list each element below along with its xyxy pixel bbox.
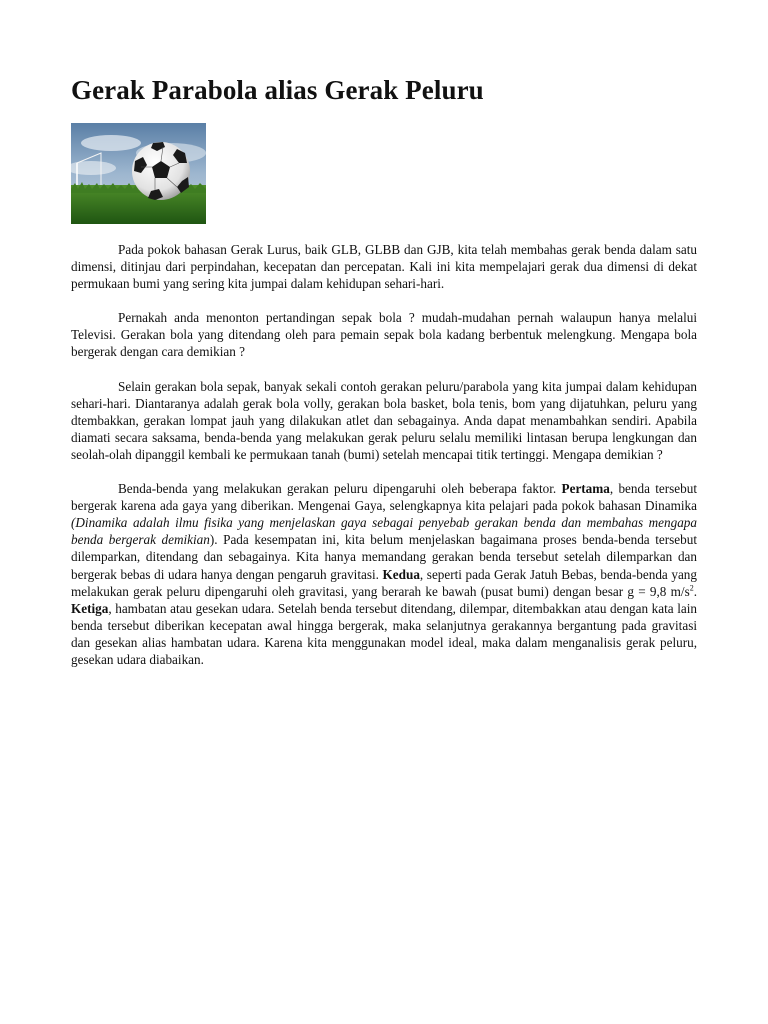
bold-term-pertama: Pertama: [561, 481, 610, 497]
soccer-ball-photo: [71, 123, 206, 224]
paragraph-2: Pernakah anda menonton pertandingan sepak bola ? mudah-mudahan pernah walaupun hanya melalui Televisi. Gerakan bola yang ditendang oleh para pemain sepak bola kadang berbentuk melengkung. Mengapa bola bergerak dengan cara demikian ?: [71, 310, 697, 360]
paragraph-4-text: Benda-benda yang melakukan gerakan peluru dipengaruhi oleh beberapa faktor.: [118, 481, 562, 497]
article-body: [71, 241, 697, 685]
superscript-2: 2: [689, 583, 694, 593]
paragraph-4-text: , benda tersebut bergerak karena ada gaya yang diberikan. Mengenai Gaya, selengkapnya kita pelajari pada pokok bahasan Dinamika: [71, 481, 697, 514]
page-title: Gerak Parabola alias Gerak Peluru: [71, 75, 484, 105]
paragraph-1: Pada pokok bahasan Gerak Lurus, baik GLB, GLBB dan GJB, kita telah membahas gerak benda dalam satu dimensi, ditinjau dari perpindahan, kecepatan dan percepatan. Kali ini kita mempelajari gerak dua dimensi di dekat permukaan bumi yang sering kita jumpai dalam kehidupan sehari-hari.: [71, 242, 697, 292]
italic-definition: (Dinamika adalah ilmu fisika yang menjelaskan gaya sebagai penyebab gerakan benda dan membahas mengapa benda bergerak demikian: [71, 515, 697, 548]
paragraph-4-text: ). Pada kesempatan ini, kita belum menjelaskan bagaimana proses benda-benda tersebut dilemparkan, ditendang dan sebagainya. Kita hanya memandang gerakan benda tersebut setelah dilemparkan dan bergerak bebas di udara hanya dengan pengaruh gravitasi.: [71, 532, 697, 582]
paragraph-4-text: , seperti pada Gerak Jatuh Bebas, benda-benda yang melakukan gerak peluru dipengaruhi oleh gravitasi, yang berarah ke bawah (pusat bumi) dengan besar g = 9,8 m/s: [71, 566, 697, 599]
paragraph-4-text: .: [693, 583, 697, 599]
bold-term-kedua: Kedua: [382, 566, 420, 582]
bold-term-ketiga: Ketiga: [71, 600, 109, 616]
paragraph-4-text: , hambatan atau gesekan udara. Setelah benda tersebut ditendang, dilempar, ditembakkan atau dengan kata lain benda tersebut diberikan kecepatan awal hingga bergerak, maka selanjutnya gerakannya bergantung pada gravitasi dan gesekan alias hambatan udara. Karena kita menggunakan model ideal, maka dalam menganalisis gerak peluru, gesekan udara diabaikan.: [71, 600, 697, 667]
paragraph-4: [71, 480, 697, 668]
paragraph-3: Selain gerakan bola sepak, banyak sekali contoh gerakan peluru/parabola yang kita jumpai dalam kehidupan sehari-hari. Diantaranya adalah gerak bola volly, gerakan bola basket, bola tenis, bom yang dijatuhkan, peluru yang dtembakkan, gerakan lompat jauh yang dilakukan atlet dan sebagainya. Anda dapat menambahkan sendiri. Apabila diamati secara saksama, benda-benda yang melakukan gerak peluru selalu memiliki lintasan berupa lengkungan dan seolah-olah dipanggil kembali ke permukaan tanah (bumi) setelah mencapai titik tertinggi. Mengapa demikian ?: [71, 378, 697, 462]
